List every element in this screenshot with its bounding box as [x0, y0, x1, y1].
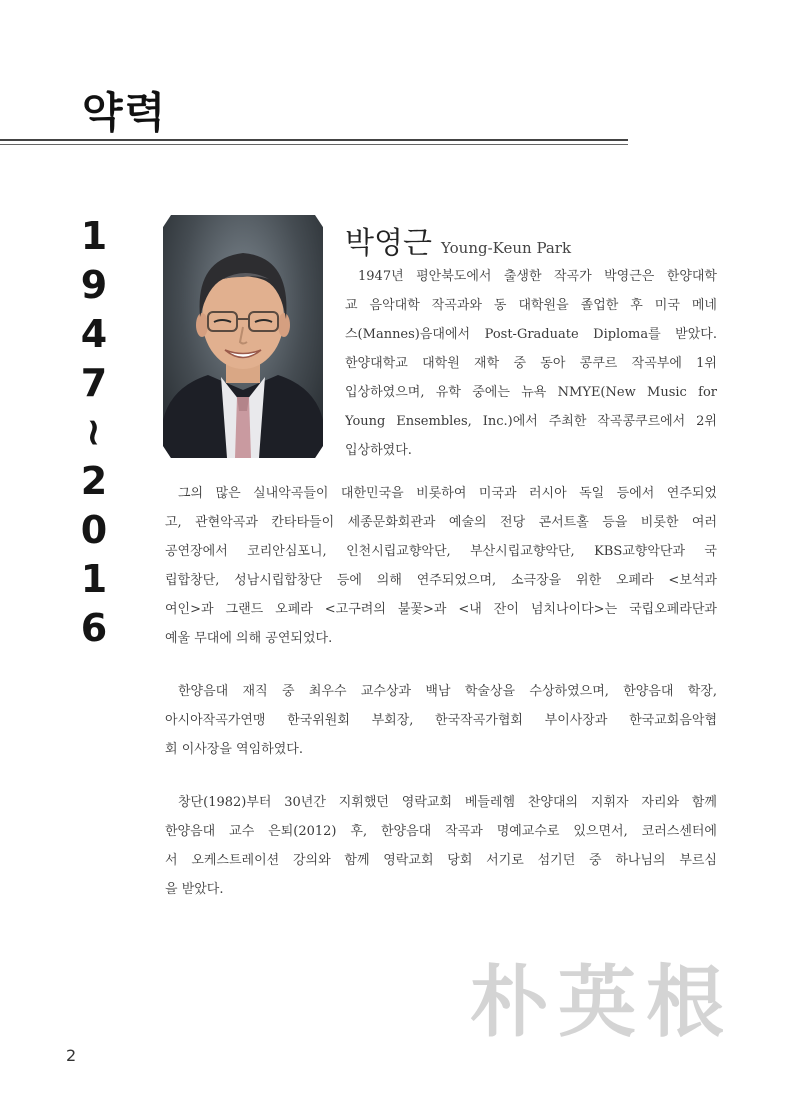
- text-line: 교 음악대학 작곡과와 동 대학원을 졸업한 후 미국 메네: [345, 298, 717, 313]
- bio-paragraph-4: [165, 788, 717, 904]
- year-separator: ~: [72, 416, 117, 449]
- text-line: 한양대학교 대학원 재학 중 동아 콩쿠르 작곡부에 1위: [345, 356, 717, 371]
- text-line: 입상하였다.: [345, 443, 412, 458]
- text-line: 1947년 평안북도에서 출생한 작곡가 박영근은 한양대학: [358, 269, 717, 284]
- page-heading: 약력: [82, 88, 168, 137]
- page-number: 2: [66, 1046, 77, 1065]
- text-line: 스(Mannes)음대에서 Post-Graduate Diploma를 받았다.: [345, 327, 717, 342]
- portrait-illustration: [163, 215, 323, 458]
- bio-paragraph-2: [165, 479, 717, 653]
- year-digit: 1: [80, 557, 108, 601]
- text-line: 아시아작곡가연맹 한국위원회 부회장, 한국작곡가협회 부이사장과 한국교회음악협: [165, 713, 717, 728]
- text-line: 한양음대 재직 중 최우수 교수상과 백남 학술상을 수상하였으며, 한양음대 학장,: [178, 684, 717, 699]
- text-line: 회 이사장을 역임하였다.: [165, 742, 303, 757]
- text-line: 립합창단, 성남시립합창단 등에 의해 연주되었으며, 소극장을 위한 오페라 <보석과: [165, 573, 717, 588]
- text-line: 예울 무대에 의해 공연되었다.: [165, 631, 333, 646]
- text-line: 고, 관현악곡과 칸타타들이 세종문화회관과 예술의 전당 콘서트홀 등을 비롯한 여러: [165, 515, 717, 530]
- text-line: 입상하였으며, 유학 중에는 뉴욕 NMYE(New Music for: [345, 385, 717, 400]
- text-line: 공연장에서 코리안심포니, 인천시립교향악단, 부산시립교향악단, KBS교향악단과 국: [165, 544, 717, 559]
- name-korean: 박영근: [345, 226, 432, 261]
- text-line: 창단(1982)부터 30년간 지휘했던 영락교회 베들레헴 찬양대의 지휘자 자리와 함께: [178, 795, 717, 810]
- hanja-name-watermark: 朴英根: [470, 957, 735, 1048]
- text-line: 여인>과 그랜드 오페라 <고구려의 불꽃>과 <내 잔이 넘치나이다>는 국립오페라단과: [165, 602, 717, 617]
- year-digit: 9: [80, 263, 108, 307]
- year-digit: 0: [80, 508, 108, 552]
- year-digit: 7: [80, 361, 108, 405]
- year-digit: 2: [80, 459, 108, 503]
- text-line: 한양음대 교수 은퇴(2012) 후, 한양음대 작곡과 명예교수로 있으면서, 코러스센터에: [165, 824, 717, 839]
- text-line: 서 오케스트레이션 강의와 함께 영락교회 당회 서기로 섬기던 중 하나님의 부르심: [165, 853, 717, 868]
- heading-rule-thick: [0, 139, 628, 141]
- person-name: [345, 218, 571, 262]
- text-line: 그의 많은 실내악곡들이 대한민국을 비롯하여 미국과 러시아 독일 등에서 연주되었: [178, 486, 717, 501]
- name-english: Young-Keun Park: [441, 239, 572, 257]
- year-digit: 1: [80, 214, 108, 258]
- years-vertical: [70, 212, 118, 653]
- text-line: Young Ensembles, Inc.)에서 주최한 작곡콩쿠르에서 2위: [345, 414, 717, 429]
- bio-paragraph-1: [345, 262, 717, 465]
- year-digit: 6: [80, 606, 108, 650]
- heading-rule-thin: [0, 144, 628, 145]
- bio-paragraph-3: [165, 677, 717, 764]
- portrait-photo: [163, 215, 323, 458]
- text-line: 을 받았다.: [165, 882, 224, 897]
- year-digit: 4: [80, 312, 108, 356]
